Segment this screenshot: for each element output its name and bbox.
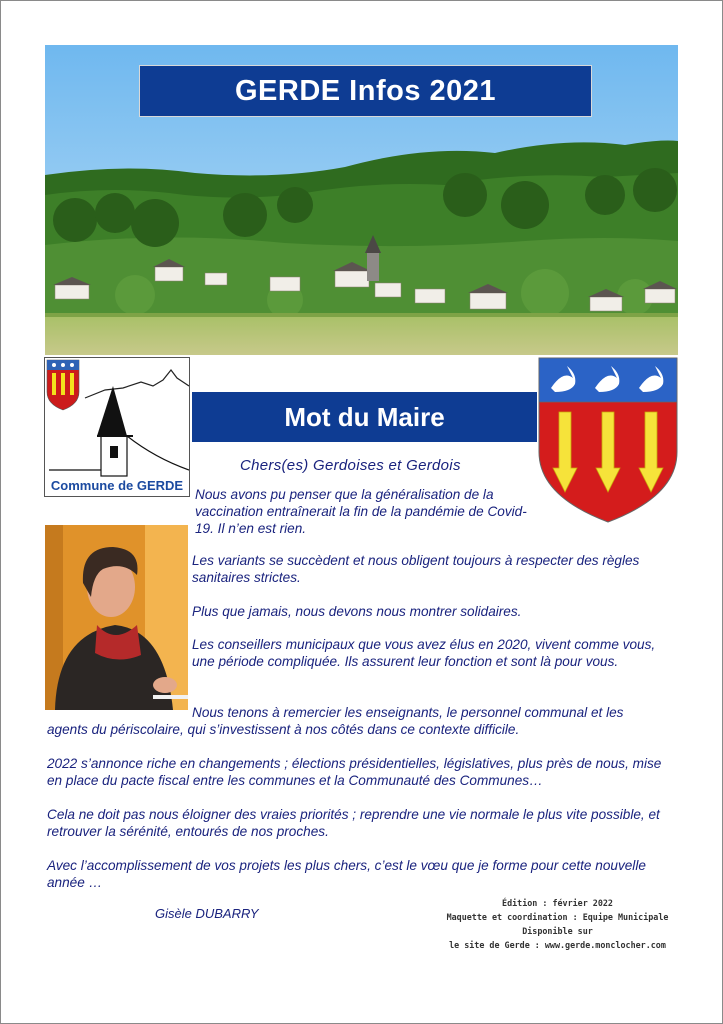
commune-label: Commune de GERDE [50,478,184,493]
letter-paragraph: 2022 s’annonce riche en changements ; élections présidentielles, législatives, plus près de nous, mise en place du pacte fiscal entre les communes et la Communauté des Communes… [47,756,662,788]
mayor-signature: Gisèle DUBARRY [155,906,259,921]
section-title: Mot du Maire [192,392,537,442]
commune-logo [44,357,190,497]
page-title: GERDE Infos 2021 [139,65,592,117]
letter-paragraph: Plus que jamais, nous devons nous montrer solidaires. [192,604,522,619]
edition-credits [430,896,685,952]
letter-paragraph: Les conseillers municipaux que vous avez élus en 2020, vivent comme vous, une période compliquée. Ils assurent leur fonction et sont là pour vous. [192,637,656,669]
letter-paragraph: agents du périscolaire, qui s’investissent à nos côtés dans ce contexte difficile. [47,722,520,737]
letter-paragraph: Nous tenons à remercier les enseignants, le personnel communal et les [192,705,624,720]
mayor-photo [45,525,188,710]
edition-date: Édition : février 2022 [502,898,613,908]
availability-note: Disponible sur [522,926,593,936]
website-credit: le site de Gerde : www.gerde.monclocher.com [449,940,666,950]
letter-paragraph: Les variants se succèdent et nous obligent toujours à respecter des règles sanitaires strictes. [192,553,640,585]
coat-of-arms [537,356,679,524]
letter-paragraph: Nous avons pu penser que la généralisation de la vaccination entraînerait la fin de la pandémie de Covid-19. Il n’en est rien. [195,487,527,536]
letter-paragraph: Avec l’accomplissement de vos projets les plus chers, c’est le vœu que je forme pour cette nouvelle année … [47,858,646,890]
letter-paragraph: Cela ne doit pas nous éloigner des vraies priorités ; reprendre une vie normale le plus vite possible, et retrouver la sérénité, entourés de nos proches. [47,807,660,839]
letter-greeting: Chers(es) Gerdoises et Gerdois [240,457,461,474]
layout-credit: Maquette et coordination : Equipe Municipale [446,912,669,922]
church-sketch-icon [45,358,190,497]
